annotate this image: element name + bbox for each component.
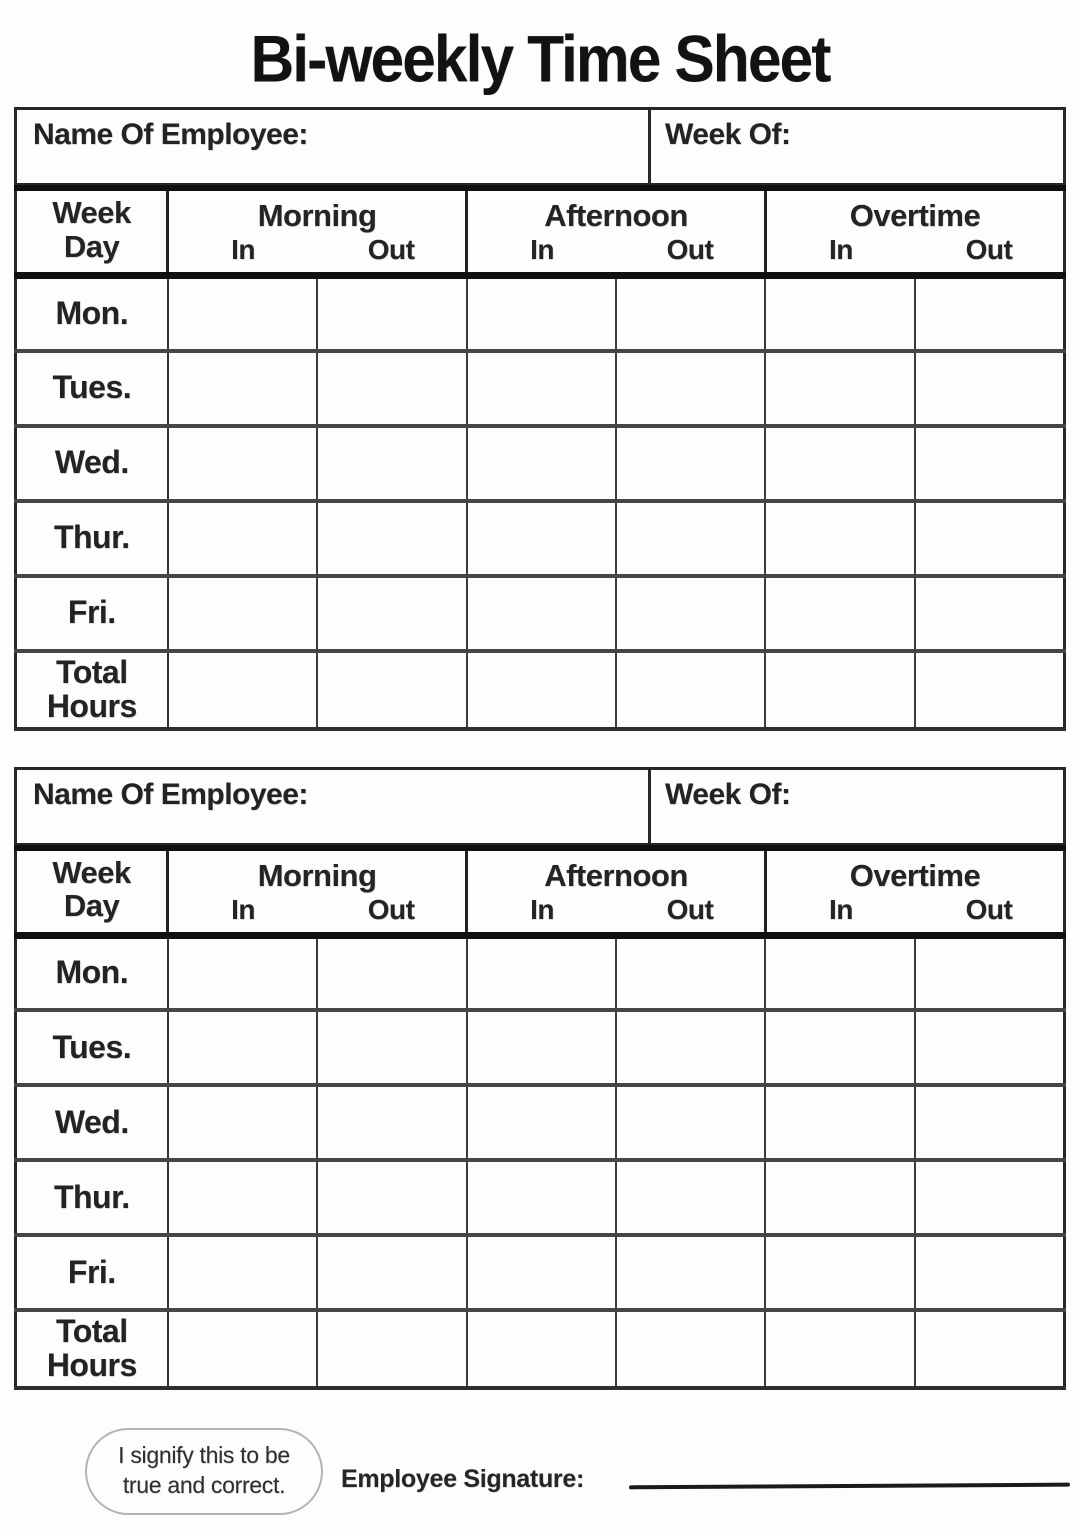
- day-label: Tues.: [52, 1028, 132, 1065]
- table-row-total-hours: [16, 651, 1065, 729]
- time-cell[interactable]: [317, 576, 466, 651]
- week2-name-week-box: [14, 767, 1066, 845]
- time-cell[interactable]: [765, 1085, 914, 1160]
- time-cell[interactable]: [765, 501, 914, 576]
- day-label: Thur.: [53, 519, 130, 556]
- total-cell[interactable]: [616, 651, 765, 729]
- time-cell[interactable]: [915, 1235, 1065, 1310]
- time-cell[interactable]: [317, 1160, 466, 1235]
- section-header-overtime: Overtime: [765, 188, 1064, 234]
- morning-out-label: Out: [367, 234, 415, 265]
- overtime-in-label: In: [765, 234, 914, 276]
- day-label: Mon.: [55, 954, 129, 991]
- time-cell[interactable]: [915, 935, 1065, 1010]
- time-cell[interactable]: [168, 351, 317, 426]
- afternoon-in-label: In: [467, 234, 616, 276]
- table-header: [16, 848, 1065, 936]
- employee-name-field[interactable]: [308, 118, 638, 158]
- day-label: Fri.: [67, 594, 116, 631]
- section-header-afternoon: Afternoon: [467, 188, 766, 234]
- total-cell[interactable]: [616, 1310, 765, 1388]
- signature-section: [85, 1426, 1080, 1516]
- section-header-overtime: Overtime: [765, 848, 1064, 894]
- table-row-wed: [16, 1085, 1065, 1160]
- total-cell[interactable]: [168, 651, 317, 729]
- time-cell[interactable]: [616, 1235, 765, 1310]
- time-cell[interactable]: [915, 1010, 1065, 1085]
- day-label: Tues.: [52, 369, 132, 406]
- time-cell[interactable]: [915, 1085, 1065, 1160]
- time-cell[interactable]: [467, 1085, 616, 1160]
- week1-name-week-box: [14, 107, 1066, 185]
- week1-sheet: [14, 107, 1066, 731]
- time-cell[interactable]: [616, 935, 765, 1010]
- time-cell[interactable]: [467, 351, 616, 426]
- time-cell[interactable]: [467, 426, 616, 501]
- time-cell[interactable]: [168, 935, 317, 1010]
- week1-time-table: [14, 185, 1066, 731]
- time-cell[interactable]: [915, 276, 1065, 351]
- week1-weekof-cell: [651, 110, 1063, 183]
- table-row-thur: [16, 501, 1065, 576]
- time-cell[interactable]: [317, 1010, 466, 1085]
- table-row-total-hours: [16, 1310, 1065, 1388]
- day-label: Wed.: [54, 444, 129, 481]
- time-cell[interactable]: [467, 576, 616, 651]
- day-column-header: Week Day: [52, 195, 131, 264]
- table-header: [16, 188, 1065, 276]
- attestation-line2: true and correct.: [122, 1472, 286, 1498]
- total-cell[interactable]: [915, 651, 1065, 729]
- table-row-wed: [16, 426, 1065, 501]
- total-cell[interactable]: [467, 651, 616, 729]
- time-cell[interactable]: [765, 935, 914, 1010]
- table-row-tues: [16, 1010, 1065, 1085]
- time-cell[interactable]: [616, 426, 765, 501]
- day-label: Wed.: [54, 1103, 129, 1140]
- time-cell[interactable]: [765, 426, 914, 501]
- time-cell[interactable]: [616, 576, 765, 651]
- section-header-afternoon: Afternoon: [467, 848, 766, 894]
- overtime-out-label: Out: [965, 234, 1013, 265]
- week1-employee-cell: [17, 110, 651, 183]
- week2-sheet: [14, 767, 1066, 1391]
- time-cell[interactable]: [168, 576, 317, 651]
- time-cell[interactable]: [467, 501, 616, 576]
- time-cell[interactable]: [915, 576, 1065, 651]
- total-cell[interactable]: [317, 1310, 466, 1388]
- table-row-mon: [16, 935, 1065, 1010]
- week2-weekof-cell: [651, 770, 1063, 843]
- time-cell[interactable]: [317, 426, 466, 501]
- time-cell[interactable]: [765, 276, 914, 351]
- time-cell[interactable]: [317, 501, 466, 576]
- table-row-tues: [16, 351, 1065, 426]
- attestation-pill: [85, 1428, 323, 1515]
- total-cell[interactable]: [467, 1310, 616, 1388]
- time-cell[interactable]: [168, 501, 317, 576]
- time-cell[interactable]: [616, 1160, 765, 1235]
- time-cell[interactable]: [317, 935, 466, 1010]
- attestation-line1: I signify this to be: [118, 1442, 290, 1469]
- afternoon-out-label: Out: [666, 234, 714, 265]
- employee-name-label: Name Of Employee:: [33, 118, 308, 151]
- week2-employee-cell: [17, 770, 651, 843]
- time-cell[interactable]: [467, 1010, 616, 1085]
- total-hours-label: Total Hours: [46, 1313, 137, 1383]
- total-cell[interactable]: [765, 651, 914, 729]
- overtime-in-label: In: [765, 894, 914, 936]
- signature-line[interactable]: [629, 1483, 1070, 1490]
- time-cell[interactable]: [915, 351, 1065, 426]
- total-cell[interactable]: [765, 1310, 914, 1388]
- time-cell[interactable]: [168, 426, 317, 501]
- time-cell[interactable]: [317, 1235, 466, 1310]
- time-cell[interactable]: [317, 351, 466, 426]
- time-cell[interactable]: [467, 1235, 616, 1310]
- day-column-header: Week Day: [52, 854, 131, 923]
- time-cell[interactable]: [616, 501, 765, 576]
- day-label: Thur.: [53, 1178, 130, 1215]
- employee-signature-label: Employee Signature:: [341, 1464, 584, 1493]
- total-cell[interactable]: [915, 1310, 1065, 1388]
- time-cell[interactable]: [317, 1085, 466, 1160]
- table-row-mon: [16, 276, 1065, 351]
- time-cell[interactable]: [915, 426, 1065, 501]
- time-cell[interactable]: [467, 276, 616, 351]
- time-cell[interactable]: [168, 276, 317, 351]
- time-cell[interactable]: [168, 1235, 317, 1310]
- time-cell[interactable]: [616, 1010, 765, 1085]
- time-cell[interactable]: [168, 1085, 317, 1160]
- time-cell[interactable]: [765, 351, 914, 426]
- time-cell[interactable]: [915, 501, 1065, 576]
- total-cell[interactable]: [168, 1310, 317, 1388]
- time-cell[interactable]: [616, 1085, 765, 1160]
- time-cell[interactable]: [467, 935, 616, 1010]
- week2-time-table: [14, 845, 1066, 1391]
- week-of-field[interactable]: [790, 778, 1053, 818]
- overtime-out-label: Out: [965, 893, 1013, 925]
- section-header-morning: Morning: [168, 188, 467, 234]
- time-cell[interactable]: [616, 276, 765, 351]
- week-of-label: Week Of:: [665, 777, 791, 811]
- week-of-field[interactable]: [790, 118, 1053, 158]
- employee-name-label: Name Of Employee:: [33, 777, 308, 811]
- time-cell[interactable]: [765, 1160, 914, 1235]
- time-cell[interactable]: [317, 276, 466, 351]
- time-cell[interactable]: [168, 1010, 317, 1085]
- table-row-fri: [16, 576, 1065, 651]
- time-cell[interactable]: [616, 351, 765, 426]
- week-of-label: Week Of:: [665, 118, 791, 151]
- time-cell[interactable]: [467, 1160, 616, 1235]
- page-title: Bi-weekly Time Sheet: [250, 23, 830, 96]
- time-cell[interactable]: [765, 576, 914, 651]
- afternoon-in-label: In: [467, 894, 616, 936]
- time-cell[interactable]: [765, 1010, 914, 1085]
- total-cell[interactable]: [317, 651, 466, 729]
- afternoon-out-label: Out: [666, 893, 714, 925]
- time-cell[interactable]: [915, 1160, 1065, 1235]
- section-header-morning: Morning: [168, 848, 467, 894]
- day-label: Mon.: [55, 294, 129, 331]
- morning-out-label: Out: [367, 893, 415, 925]
- day-label: Fri.: [67, 1253, 116, 1290]
- table-row-thur: [16, 1160, 1065, 1235]
- time-cell[interactable]: [765, 1235, 914, 1310]
- table-row-fri: [16, 1235, 1065, 1310]
- employee-name-field[interactable]: [308, 778, 638, 818]
- morning-in-label: In: [168, 234, 317, 276]
- time-cell[interactable]: [168, 1160, 317, 1235]
- morning-in-label: In: [168, 894, 317, 936]
- total-hours-label: Total Hours: [46, 653, 137, 724]
